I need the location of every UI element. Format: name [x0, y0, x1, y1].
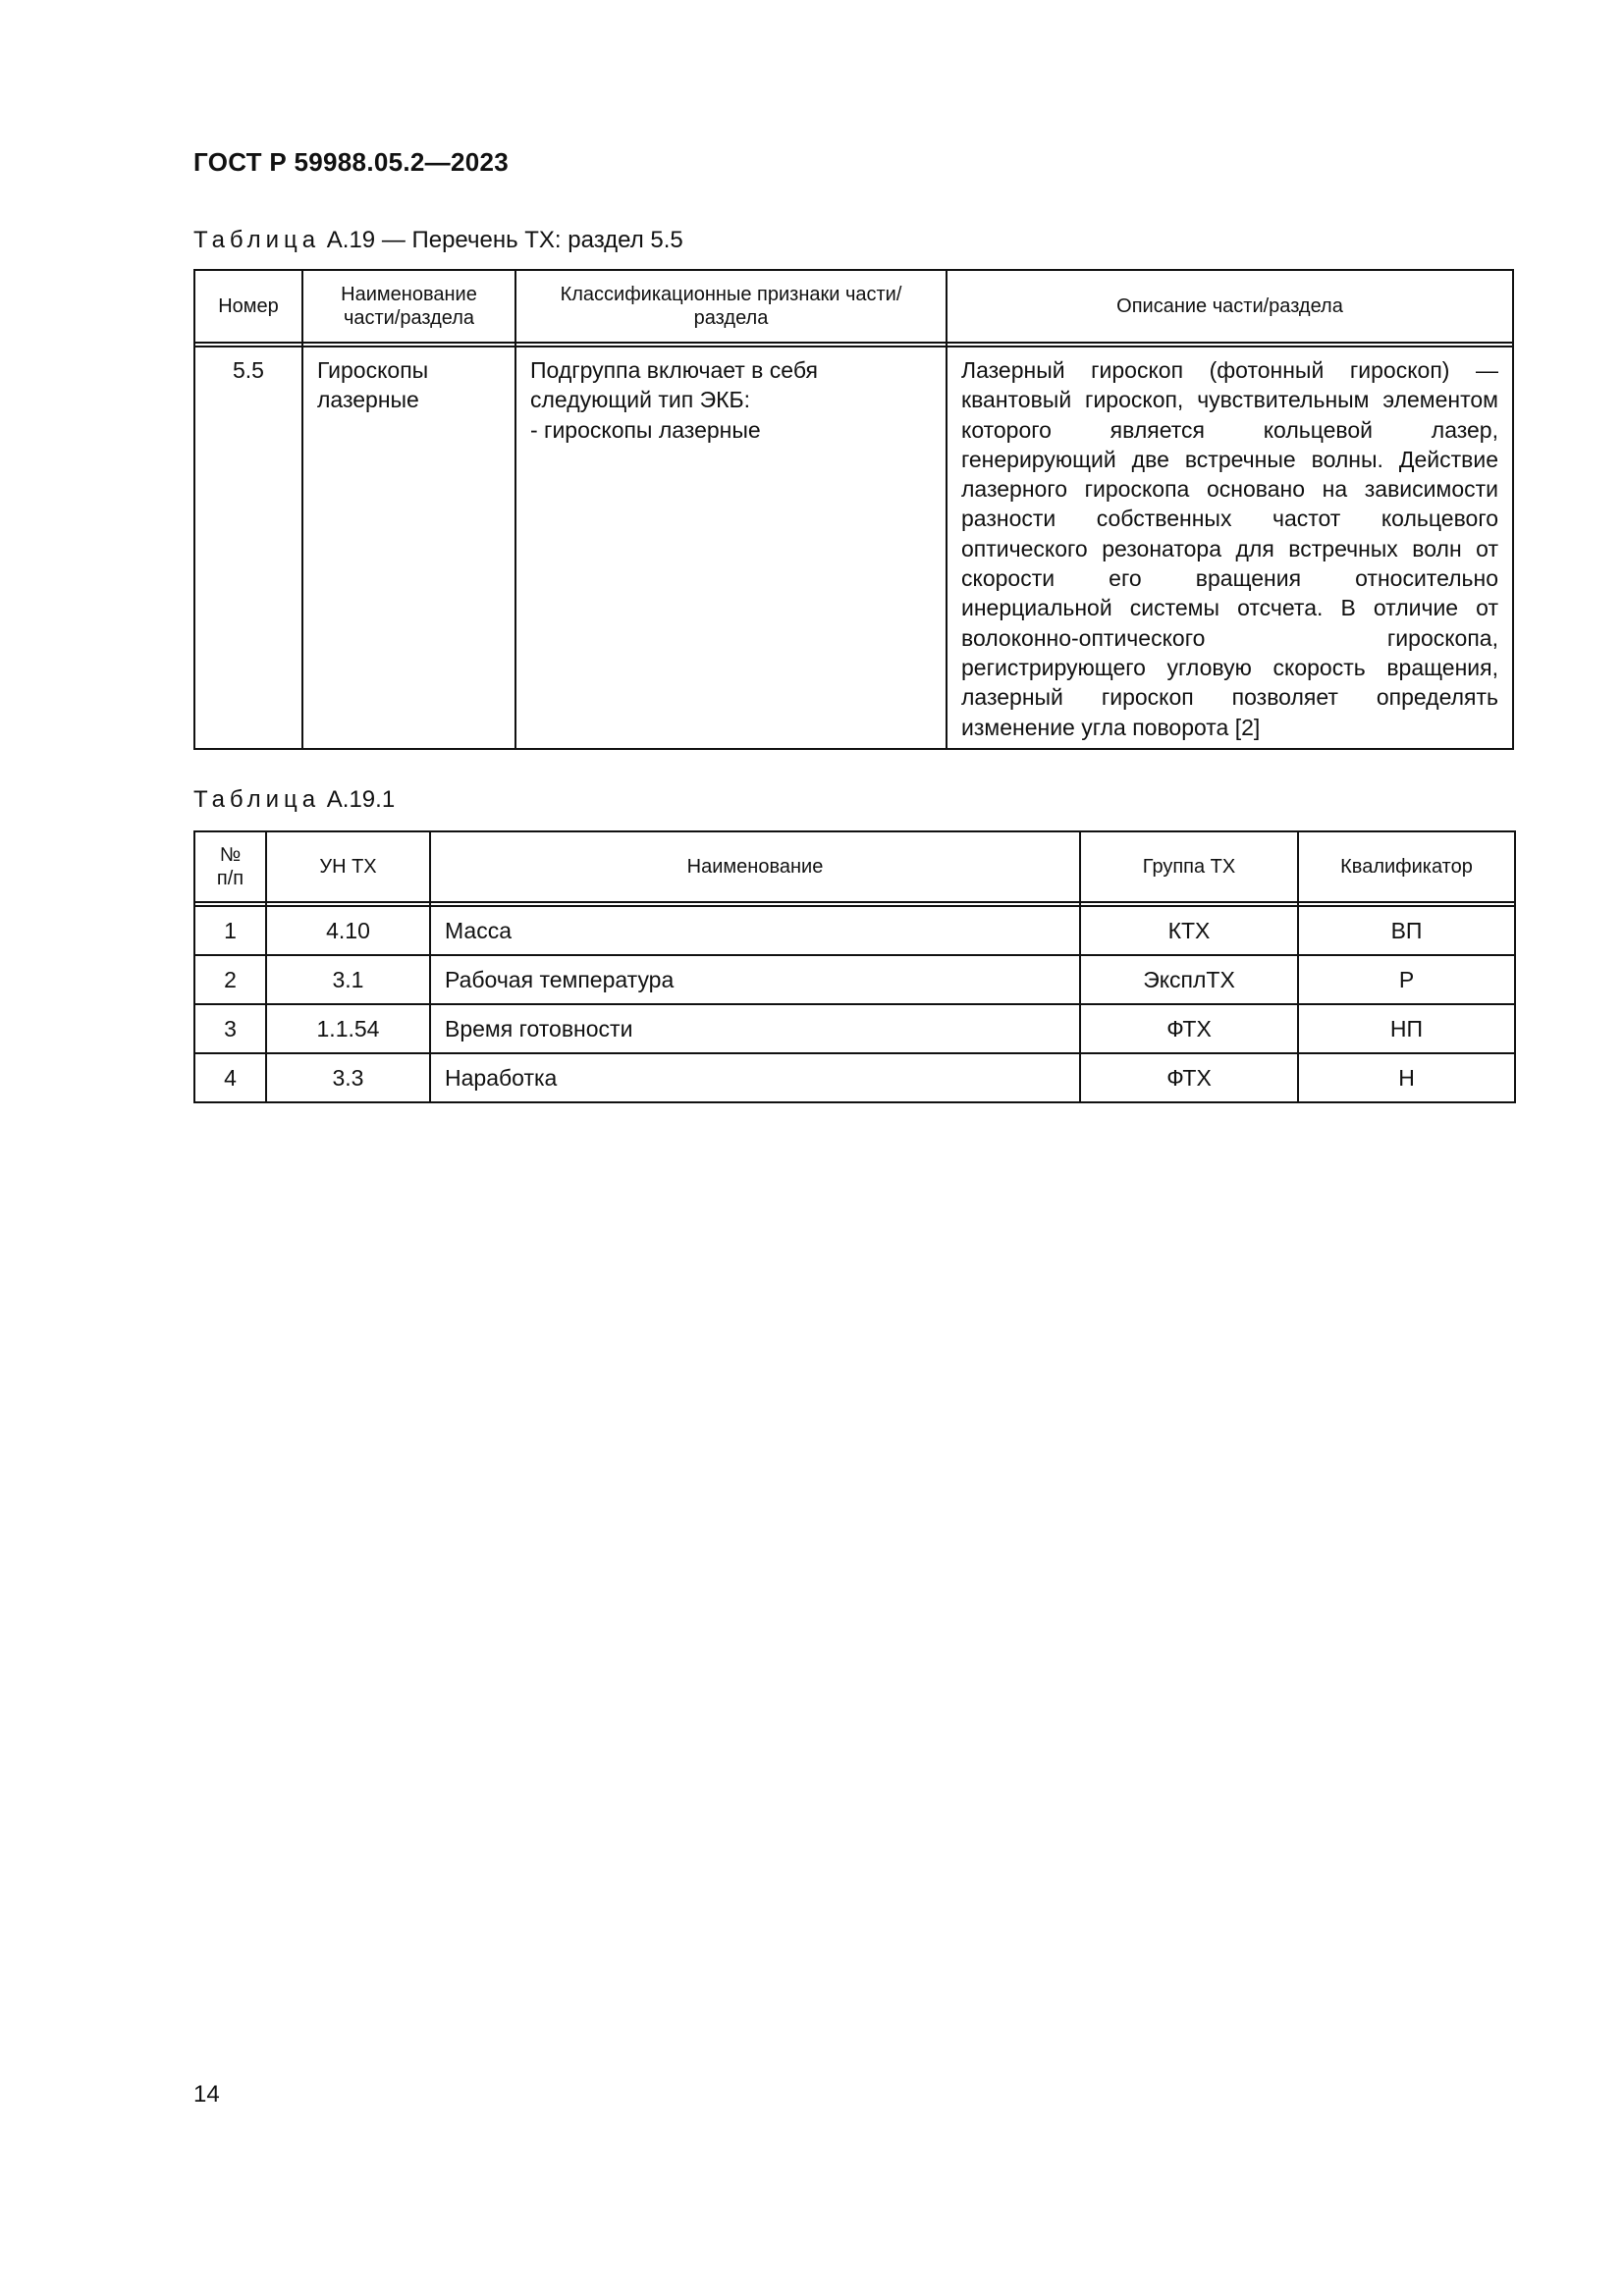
cell-group: ЭксплТХ — [1080, 955, 1298, 1004]
cell-qualifier: Н — [1298, 1053, 1515, 1102]
cell-qualifier: НП — [1298, 1004, 1515, 1053]
cell-number: 5.5 — [194, 347, 302, 749]
cell-part-name: Гироскопы лазерные — [302, 347, 515, 749]
header-num-line2: п/п — [216, 868, 244, 889]
cell-num: 3 — [194, 1004, 266, 1053]
table-header-row — [194, 270, 1513, 343]
cell-group: КТХ — [1080, 906, 1298, 955]
header-part-name: Наименование части/раздела — [302, 270, 515, 343]
cell-name: Рабочая температура — [430, 955, 1080, 1004]
document-title: ГОСТ Р 59988.05.2—2023 — [193, 147, 509, 177]
header-description: Описание части/раздела — [947, 270, 1513, 343]
caption-text: А.19.1 — [326, 786, 396, 813]
caption-word: Таблица — [193, 227, 321, 253]
cell-un: 3.1 — [266, 955, 430, 1004]
table-row — [194, 347, 1513, 749]
page-number: 14 — [193, 2081, 220, 2108]
header-name: Наименование — [430, 831, 1080, 902]
cell-name: Время готовности — [430, 1004, 1080, 1053]
cell-description: Лазерный гироскоп (фотонный гироскоп) — квантовый гироскоп, чувствительным элементом которого является кольцевой лазер, генерирующий две встречные волны. Действие лазерного гироскопа основано на зависимости разности собственных частот кольцевого оптического резонатора для встречных волн от скорости его вращения относительно инерциальной системы отсчета. В отличие от волоконно-оптического гироскопа, регистрирующего угловую скорость вращения, лазерный гироскоп позволяет определять изменение угла поворота [2] — [947, 347, 1513, 749]
header-group: Группа ТХ — [1080, 831, 1298, 902]
table-row — [194, 1053, 1515, 1102]
table-a19 — [193, 269, 1514, 750]
header-qualifier: Квалификатор — [1298, 831, 1515, 902]
cell-num: 4 — [194, 1053, 266, 1102]
table-a19-caption — [193, 227, 683, 254]
table-a19-1-caption — [193, 786, 395, 814]
cell-un: 4.10 — [266, 906, 430, 955]
table-header-row — [194, 831, 1515, 902]
cell-un: 1.1.54 — [266, 1004, 430, 1053]
table-row — [194, 1004, 1515, 1053]
cell-group: ФТХ — [1080, 1053, 1298, 1102]
cell-qualifier: Р — [1298, 955, 1515, 1004]
header-classification: Классификационные признаки части/ раздела — [515, 270, 947, 343]
caption-word: Таблица — [193, 786, 321, 813]
table-row — [194, 906, 1515, 955]
cell-name: Наработка — [430, 1053, 1080, 1102]
cell-num: 1 — [194, 906, 266, 955]
cell-num: 2 — [194, 955, 266, 1004]
table-row — [194, 955, 1515, 1004]
caption-text: А.19 — Перечень ТХ: раздел 5.5 — [326, 227, 683, 253]
header-number: Номер — [194, 270, 302, 343]
table-a19-1 — [193, 830, 1516, 1103]
header-un: УН ТХ — [266, 831, 430, 902]
cell-qualifier: ВП — [1298, 906, 1515, 955]
header-num — [194, 831, 266, 902]
cell-group: ФТХ — [1080, 1004, 1298, 1053]
cell-classification: Подгруппа включает в себя следующий тип ЭКБ: - гироскопы лазерные — [515, 347, 947, 749]
cell-name: Масса — [430, 906, 1080, 955]
header-num-line1: № — [219, 844, 242, 866]
cell-un: 3.3 — [266, 1053, 430, 1102]
